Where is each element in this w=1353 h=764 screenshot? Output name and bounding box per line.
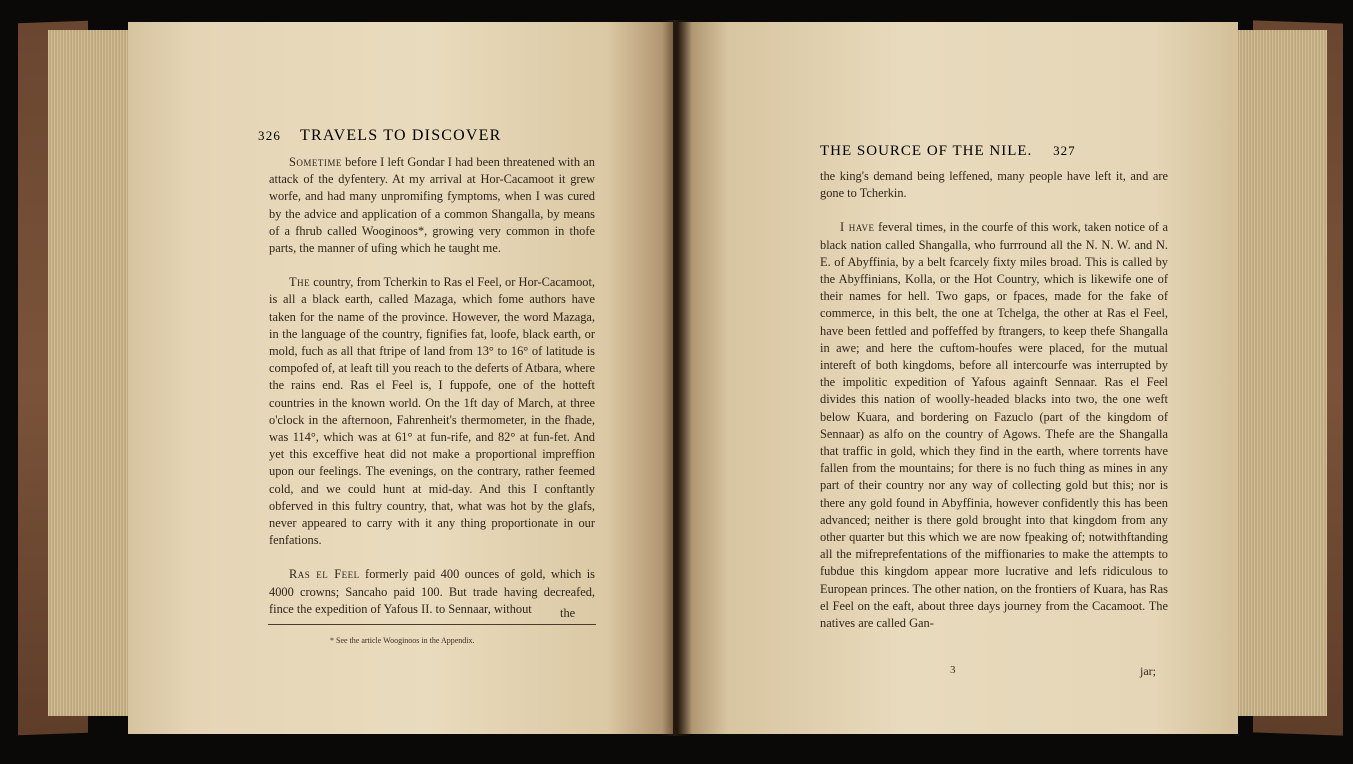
signature-mark: 3 — [950, 664, 956, 676]
footnote-rule — [268, 624, 596, 625]
paragraph-text: before I left Gondar I had been threatened with an attack of the dyfentery. At my arrival at Hor-Cacamoot it grew worfe, and had many unpromifing fymptoms, when I was cured by the advice and application of a common Shangalla, by means of a fhrub called Wooginoos*, growing very common in thofe parts, the manner of ufing which he taught me. — [269, 155, 595, 256]
left-running-head — [258, 127, 558, 145]
paragraph-lead: Ras el Feel — [289, 567, 360, 582]
paragraph-lead: I have — [840, 220, 875, 235]
right-running-head — [820, 143, 1150, 160]
paragraph-lead: Sometime — [289, 155, 342, 169]
paragraph — [269, 274, 595, 549]
right-page-number: 327 — [1053, 143, 1076, 158]
left-page-number: 326 — [258, 128, 282, 143]
right-page-text — [820, 168, 1168, 632]
paragraph — [820, 219, 1168, 632]
paragraph — [269, 154, 595, 257]
book-gutter — [662, 20, 692, 736]
paragraph-lead: The — [289, 275, 311, 290]
paragraph-text: the king's demand being leffened, many people have left it, and are gone to Tcherkin. — [820, 169, 1168, 201]
page-edges-left — [48, 30, 132, 716]
left-catchword: the — [560, 606, 576, 620]
paragraph — [269, 566, 595, 618]
right-catchword: jar; — [1140, 664, 1156, 678]
paragraph-text: feveral times, in the courfe of this work, taken notice of a black nation called Shangalla, who furrround all the N. N. W. and N. E. of Abyffinia, by a belt fcarcely fixty miles broad. This is called by the Abyffinians, Kolla, or the Hot Country, which is likewife one of their names for hell. Two gaps, or fpaces, made for the fake of commerce, in this belt, the one at Tchelga, the other at Ras el Feel, have been fettled and poffeffed by ftrangers, to keep thefe Shangalla in awe; and here the cuftom-houfes were placed, for the mutual intereft of both kingdoms, before all intercourfe was interrupted by the impolitic expedition of Yafous againft Sennaar. Ras el Feel divides this nation of woolly-headed blacks into two, the one weft below Kuara, and bordering on Fazuclo (part of the kingdom of Sennaar) as alfo on the country of Agows. Thefe are the Shangalla that traffic in gold, which they find in the earth, where torrents have fallen from the mountains; for there is no fuch thing as mines in any part of their country nor any way of collecting gold but this; nor is there any gold found in Abyffinia, however confidently this has been advanced; neither is there gold brought into that kingdom from any other quarter but this which we are now fpeaking of; notwithftanding all the mifreprefentations of the miffionaries to make the attempts to fubdue this kingdom appear more lucrative and lefs ridiculous to European princes. The other nation, on the frontiers of Kuara, has Ras el Feel on the eaft, about three days journey from the Cacamoot. The natives are called Gan- — [820, 220, 1168, 631]
left-page-text — [269, 154, 595, 618]
paragraph-text: country, from Tcherkin to Ras el Feel, or Hor-Cacamoot, is all a black earth, called Mazaga, which fome authors have taken for the name of the province. However, the word Mazaga, in the language of the country, fignifies fat, loofe, black earth, or mold, fuch as all that ftripe of land from 13° to 16° of latitude is compofed of, at leaft till you reach to the deferts of Atbara, where the rains end. Ras el Feel is, I fuppofe, one of the hotteft countries in the known world. On the 1ft day of March, at three o'clock in the afternoon, Fahrenheit's thermometer, in the fhade, was 114°, which was at 61° at fun-rife, and 82° at fun-fet. And yet this exceffive heat did not make a proportional impreffion upon our feelings. The evenings, on the contrary, rather feemed cold, and we could hunt at mid-day. And this I conftantly obferved in this fultry country, that, what was hot by the glafs, never appeared to carry with it any thing proportionate in our fenfations. — [269, 275, 595, 548]
paragraph-text: formerly paid 400 ounces of gold, which is 4000 crowns; Sancaho paid 100. But trade having decreafed, fince the expedition of Yafous II. to Sennaar, without — [269, 567, 596, 616]
left-running-title: TRAVELS TO DISCOVER — [300, 127, 502, 144]
footnote: * See the article Wooginoos in the Appendix. — [330, 636, 475, 645]
paragraph — [820, 168, 1168, 202]
right-running-title: THE SOURCE OF THE NILE. — [820, 143, 1033, 159]
